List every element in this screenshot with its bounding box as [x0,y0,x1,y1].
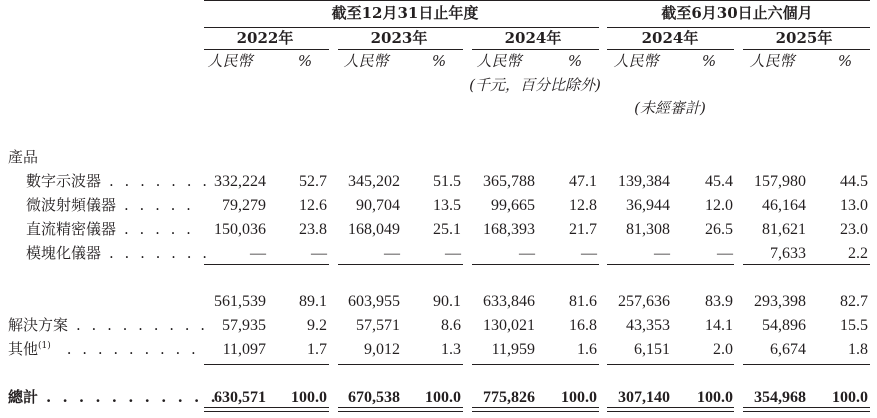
percent-cell: 44.5 [840,173,868,190]
total-double-rule [472,407,599,412]
amount-cell: 307,140 [618,389,670,406]
percent-cell: 51.5 [433,173,461,190]
amount-cell: 11,959 [491,341,535,358]
percent-cell: 100.0 [291,389,327,406]
row-label-group [26,174,210,189]
percent-cell: 2.0 [713,341,733,358]
leader-dots: . . . . . . . [109,244,211,262]
total-top-rule [204,364,329,365]
year-rule-2024 [472,49,599,50]
row-label: 模塊化儀器 [26,244,102,262]
amount-cell: 6,151 [634,341,670,358]
row-label-group [8,390,219,405]
amount-cell: 54,896 [762,317,806,334]
percent-cell: 81.6 [569,293,597,310]
percent-cell: 26.5 [705,221,733,238]
subtotal-rule [607,264,734,265]
percent-cell: 8.6 [441,317,461,334]
amount-cell: 293,398 [754,293,806,310]
amount-cell: — [654,245,670,262]
percent-cell: 21.7 [569,221,597,238]
pct-label: % [297,52,313,70]
subtotal-rule [743,264,870,265]
leader-dots: . . . . . . . [109,172,211,190]
percent-cell: 23.0 [840,221,868,238]
leader-dots: . . . . . . . . . . . [46,388,219,406]
percent-cell: 83.9 [705,293,733,310]
total-double-rule [607,407,734,412]
year-rule-2024-interim [607,49,734,50]
percent-cell: 16.8 [569,317,597,334]
percent-cell: 14.1 [705,317,733,334]
group-rule-interim [607,27,870,28]
row-label-group [26,246,210,261]
leader-dots: . . . . . . . . . [66,340,199,358]
year-header-2024: 2024年 [504,29,562,47]
percent-cell: 100.0 [832,389,868,406]
percent-cell: 15.5 [840,317,868,334]
row-label-group [8,342,199,357]
subtotal-rule [472,264,599,265]
percent-cell: 25.1 [433,221,461,238]
year-header-2025-interim: 2025年 [775,29,833,47]
percent-cell: 45.4 [705,173,733,190]
year-header-2022: 2022年 [236,29,294,47]
total-top-rule [338,364,463,365]
amount-cell: — [519,245,535,262]
percent-cell: 12.6 [299,197,327,214]
percent-cell: 13.5 [433,197,461,214]
percent-cell: 1.8 [848,341,868,358]
leader-dots: . . . . . . . . . [76,316,209,334]
total-double-rule [743,407,870,412]
section-label-products: 產品 [8,148,39,166]
percent-cell: 23.8 [299,221,327,238]
amount-cell: 168,393 [483,221,535,238]
amount-cell: 257,636 [618,293,670,310]
rmb-label: 人民幣 [476,52,522,70]
amount-cell: 57,571 [356,317,400,334]
amount-cell: 157,980 [754,173,806,190]
rmb-label: 人民幣 [613,52,659,70]
amount-cell: 630,571 [214,389,266,406]
subtotal-rule [204,264,329,265]
amount-cell: 345,202 [348,173,400,190]
percent-cell: 2.2 [848,245,868,262]
percent-cell: 52.7 [299,173,327,190]
amount-cell: 354,968 [754,389,806,406]
amount-cell: — [250,245,266,262]
amount-cell: 11,097 [222,341,266,358]
amount-cell: 130,021 [483,317,535,334]
amount-cell: 81,308 [626,221,670,238]
row-label-group [26,222,194,237]
year-rule-2023 [338,49,463,50]
row-label: 數字示波器 [26,172,102,190]
pct-label: % [837,52,853,70]
amount-cell: 57,935 [222,317,266,334]
header-top-rule [204,0,870,1]
total-top-rule [472,364,599,365]
pct-label: % [431,52,447,70]
row-label: 直流精密儀器 [26,220,117,238]
percent-cell: 9.2 [307,317,327,334]
percent-cell: 100.0 [697,389,733,406]
row-label-group [26,198,194,213]
amount-cell: 670,538 [348,389,400,406]
percent-cell: 12.0 [705,197,733,214]
row-label-group [8,318,208,333]
year-rule-2022 [204,49,329,50]
unaudited-note: (未經審計) [634,99,706,117]
percent-cell: 1.7 [307,341,327,358]
group-header-annual: 截至12月31日止年度 [331,4,479,22]
unit-note: (千元，百分比除外) [469,76,601,94]
percent-cell: 100.0 [425,389,461,406]
total-top-rule [743,364,870,365]
total-top-rule [607,364,734,365]
percent-cell: 90.1 [433,293,461,310]
year-header-2023: 2023年 [370,29,428,47]
percent-cell: — [311,245,327,262]
percent-cell: 12.8 [569,197,597,214]
leader-dots: . . . . . [124,220,194,238]
group-header-interim: 截至6月30日止六個月 [661,4,813,22]
row-label: 其他 [8,340,39,358]
pct-label: % [567,52,583,70]
amount-cell: 9,012 [364,341,400,358]
footnote-marker: (1) [38,341,51,351]
percent-cell: 1.6 [577,341,597,358]
leader-dots: . . . . . [124,196,194,214]
row-label: 解決方案 [8,316,69,334]
pct-label: % [701,52,717,70]
percent-cell: — [581,245,597,262]
total-double-rule [204,407,329,412]
percent-cell: — [445,245,461,262]
rmb-label: 人民幣 [749,52,795,70]
percent-cell: 1.3 [441,341,461,358]
amount-cell: 99,665 [491,197,535,214]
group-rule-annual [204,27,599,28]
rmb-label: 人民幣 [207,52,253,70]
amount-cell: 43,353 [626,317,670,334]
amount-cell: 775,826 [483,389,535,406]
total-double-rule [338,407,463,412]
amount-cell: 139,384 [618,173,670,190]
amount-cell: 7,633 [770,245,806,262]
amount-cell: 365,788 [483,173,535,190]
percent-cell: 89.1 [299,293,327,310]
amount-cell: 633,846 [483,293,535,310]
amount-cell: 81,621 [762,221,806,238]
percent-cell: 82.7 [840,293,868,310]
amount-cell: — [384,245,400,262]
amount-cell: 90,704 [356,197,400,214]
percent-cell: 13.0 [840,197,868,214]
amount-cell: 150,036 [214,221,266,238]
amount-cell: 168,049 [348,221,400,238]
amount-cell: 46,164 [762,197,806,214]
year-header-2024-interim: 2024年 [641,29,699,47]
percent-cell: — [717,245,733,262]
amount-cell: 6,674 [770,341,806,358]
year-rule-2025-interim [743,49,870,50]
row-label: 微波射頻儀器 [26,196,117,214]
rmb-label: 人民幣 [343,52,389,70]
amount-cell: 36,944 [626,197,670,214]
percent-cell: 47.1 [569,173,597,190]
row-label: 總計 [8,388,39,406]
amount-cell: 561,539 [214,293,266,310]
amount-cell: 79,279 [222,197,266,214]
percent-cell: 100.0 [561,389,597,406]
amount-cell: 332,224 [214,173,266,190]
subtotal-rule [338,264,463,265]
amount-cell: 603,955 [348,293,400,310]
